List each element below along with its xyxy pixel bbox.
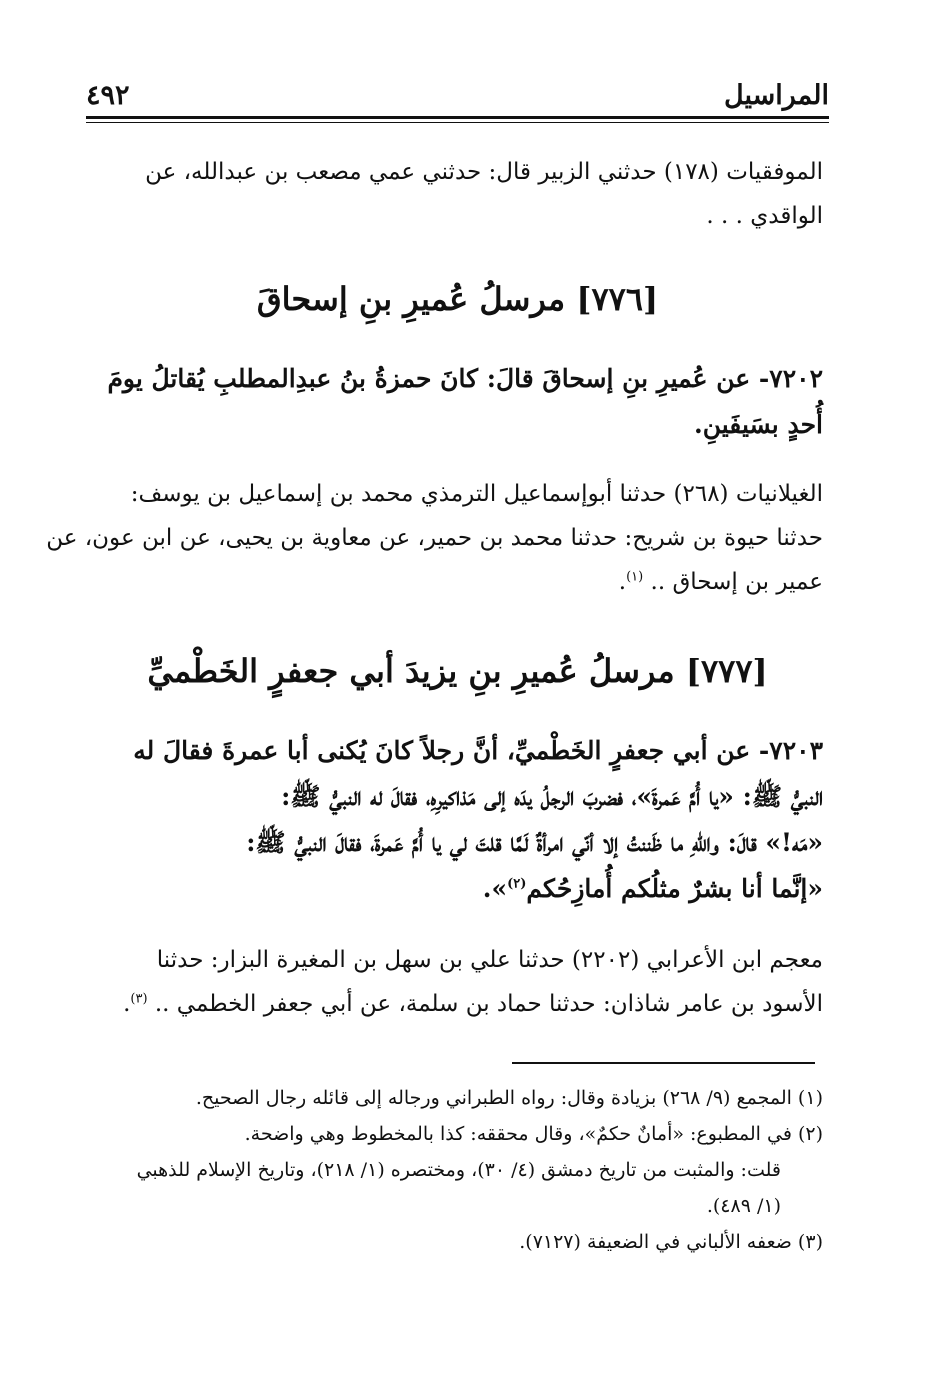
intro-paragraph (86, 150, 823, 238)
footnote-separator (512, 1062, 815, 1064)
footnotes (78, 1080, 823, 1260)
footnote-ref[interactable]: (٣) (130, 991, 148, 1007)
footnote-2-continuation: قلت: والمثبت من تاريخ دمشق (٤/ ٣٠)، ومختصره (١/ ٢١٨)، وتاريخ الإسلام للذهبي (136, 1159, 781, 1181)
section-776-heading: [٧٧٦] مرسلُ عُميرِ بنِ إسحاقَ (256, 280, 659, 318)
hadith-7203 (86, 728, 823, 912)
footnote-1: (١) المجمع (٩/ ٢٦٨) بزيادة وقال: رواه الطبراني ورجاله إلى قائله رجال الصحيح. (195, 1087, 823, 1109)
intro-line: الموفقيات (١٧٨) حدثني الزبير قال: حدثني عمي مصعب بن عبدالله، عن (145, 159, 823, 185)
section-777-heading: [٧٧٧] مرسلُ عُميرِ بنِ يزيدَ أبي جعفرٍ الخَطْميِّ (147, 652, 768, 690)
source-line: حدثنا حيوة بن شريح: حدثنا محمد بن حمير، عن معاوية بن يحيى، عن ابن عون، عن (46, 525, 823, 551)
source-line: الغيلانيات (٢٦٨) حدثنا أبوإسماعيل الترمذي محمد بن إسماعيل بن يوسف: (130, 481, 823, 507)
page-header (86, 78, 829, 122)
header-rule-thick (86, 116, 829, 119)
running-title: المراسيل (724, 80, 829, 111)
hadith-line: «مَه!» قالَ: واللهِ ما ظَننتُ إلا أنّي امرأةٌ لَمَّا قلتَ لي يا أُمَّ عَمرةَ، فقالَ النبيُّ ﷺ: (246, 828, 823, 857)
hadith-7202 (86, 356, 823, 448)
footnote-ref[interactable]: (٢) (507, 876, 527, 892)
footnote-3: (٣) ضعفه الألباني في الضعيفة (٧١٢٧). (519, 1231, 823, 1253)
hadith-line: أُحدٍ بسَيفَينِ. (694, 410, 823, 439)
hadith-line: ٧٢٠٣- عن أبي جعفرٍ الخَطْميِّ، أنَّ رجلاً كانَ يُكنى أبا عمرةَ فقالَ له (133, 736, 823, 765)
source-7202 (46, 472, 823, 604)
source-line: الأسود بن عامر شاذان: حدثنا حماد بن سلمة، عن أبي جعفر الخطمي .. $^{(٣)}$. (123, 991, 823, 1017)
hadith-line: النبيُّ ﷺ: «يا أُمَّ عَمرةَ»، فضربَ الرجلُ يدَه إلى مَذاكيرِهِ، فقالَ له النبيُّ ﷺ: (281, 782, 823, 811)
footnote-2: (٢) في المطبوع: «أمانٌ حكمٌ»، وقال محققه: كذا بالمخطوط وهي واضحة. (244, 1123, 823, 1145)
source-7203 (86, 938, 823, 1026)
source-line: معجم ابن الأعرابي (٢٢٠٢) حدثنا علي بن سهل بن المغيرة البزار: حدثنا (156, 947, 823, 973)
header-rule-thin (86, 122, 829, 123)
footnote-ref[interactable]: (١) (626, 569, 644, 585)
footnote-2-continuation: (١/ ٤٨٩). (706, 1195, 781, 1217)
hadith-line: ٧٢٠٢- عن عُميرِ بنِ إسحاقَ قالَ: كانَ حمزةُ بنُ عبدِالمطلبِ يُقاتلُ يومَ (107, 364, 823, 393)
intro-line: الواقدي . . . (706, 203, 823, 229)
page-number: ٤٩٢ (86, 80, 130, 111)
hadith-line: «إنَّما أنا بشرٌ مثلُكم أُمازِحُكم$^{(٢)}$». (482, 874, 823, 903)
source-line: عمير بن إسحاق .. $^{(١)}$. (618, 569, 823, 595)
